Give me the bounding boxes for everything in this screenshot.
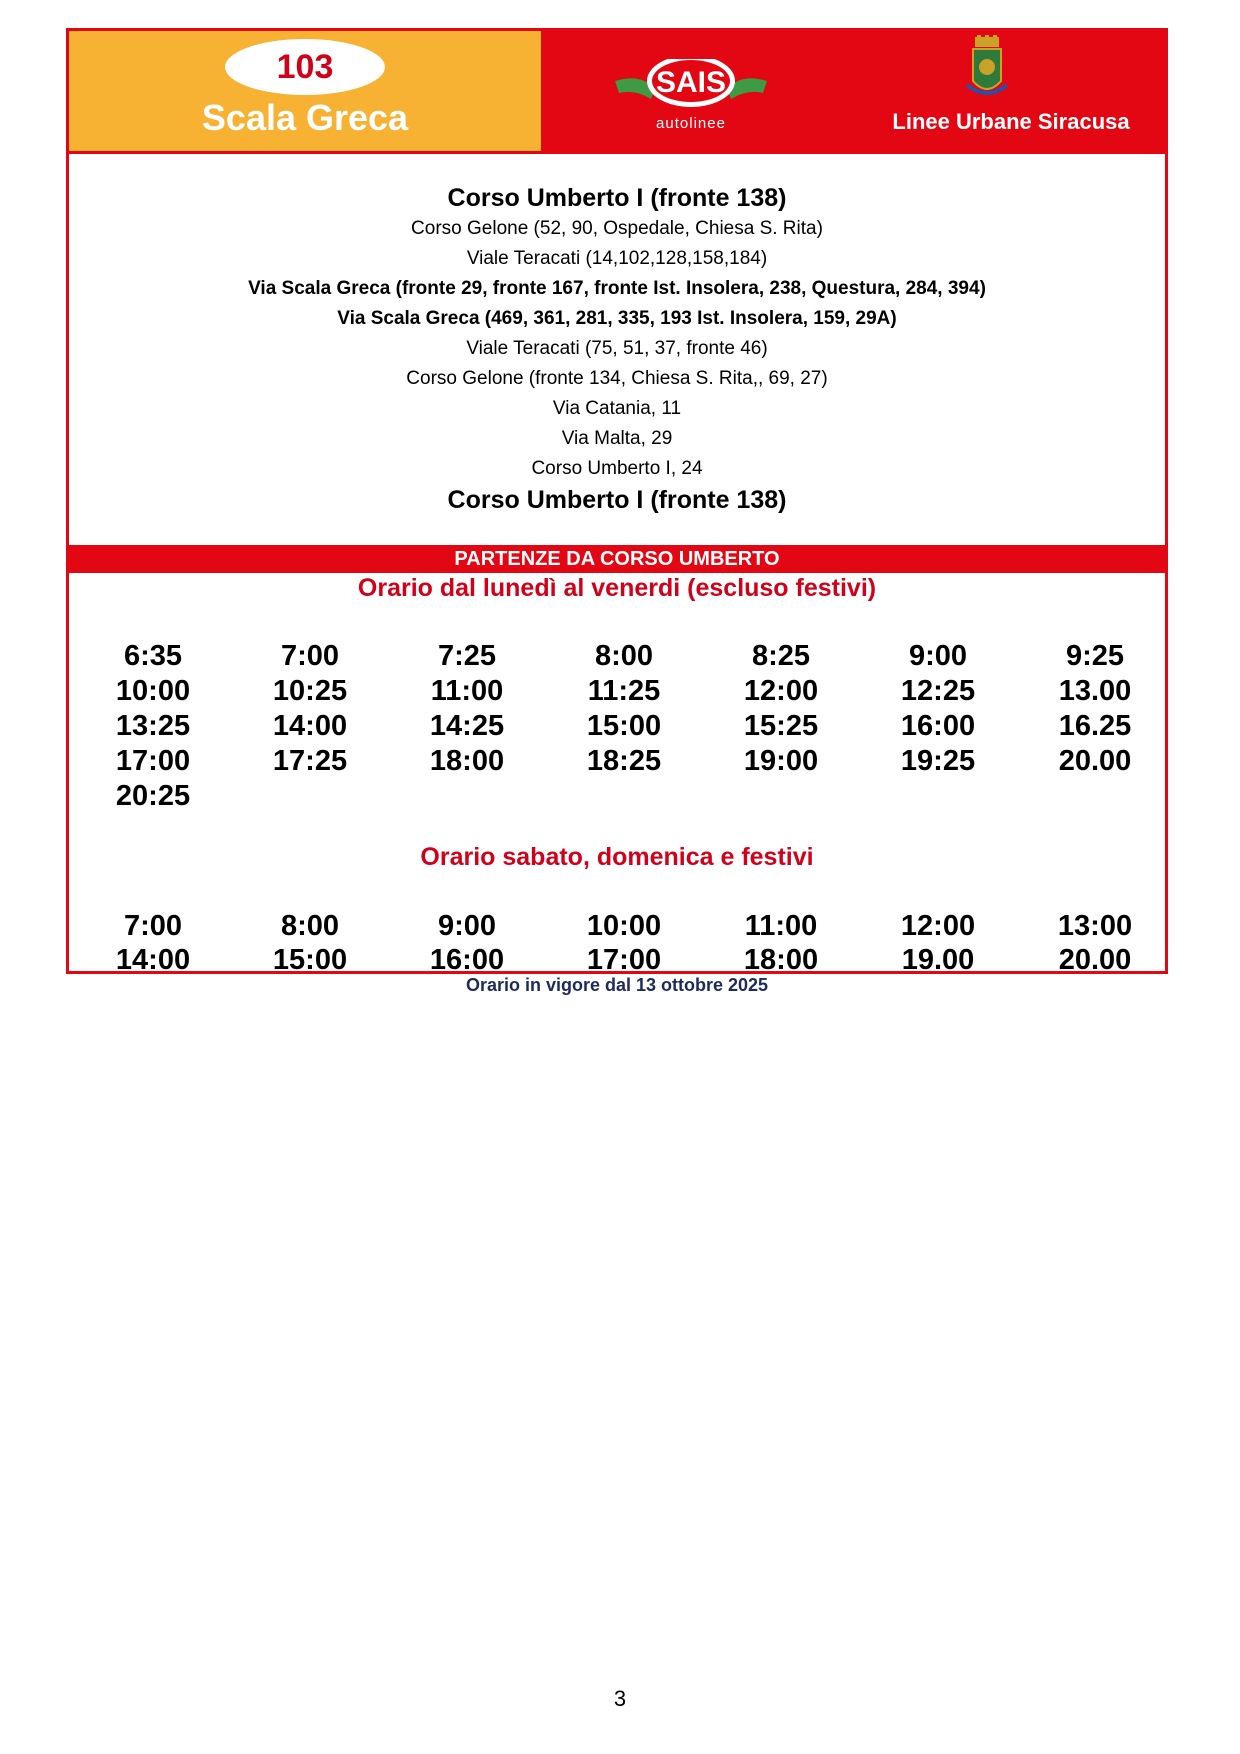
departure-time: 18:00 [743,944,819,976]
departure-time: 9:25 [1065,640,1125,672]
departure-time: 20.00 [1058,745,1132,777]
route-stop: Corso Gelone (fronte 134, Chiesa S. Rita,, 69, 27) [406,368,828,389]
route-stop: Via Malta, 29 [561,428,673,449]
route-list [69,154,1165,516]
route-stops [69,151,1165,573]
route-stop: Corso Umberto I, 24 [531,458,703,479]
departure-time: 19.00 [901,944,975,976]
departure-time: 10:00 [115,675,191,707]
departure-time: 18:25 [586,745,662,777]
departure-time: 13:25 [115,710,191,742]
departure-time: 20.00 [1058,944,1132,976]
departure-time: 10:25 [272,675,348,707]
departure-time: 16:00 [900,710,976,742]
route-stop: Via Catania, 11 [552,398,682,419]
departure-time: 8:25 [751,640,811,672]
route-stop: Via Scala Greca (fronte 29, fronte 167, fronte Ist. Insolera, 238, Questura, 284, 394) [248,278,986,299]
departure-time: 15:00 [586,710,662,742]
departure-time: 8:00 [594,640,654,672]
departure-time: 10:00 [586,910,662,942]
sais-logo-text: SAIS [655,66,727,99]
city-label: Linee Urbane Siracusa [892,109,1130,134]
departure-time: 18:00 [429,745,505,777]
departure-time: 17:00 [586,944,662,976]
departure-time: 16.25 [1058,710,1132,742]
route-stop: Viale Teracati (75, 51, 37, fronte 46) [466,338,768,359]
departure-time: 13.00 [1058,675,1132,707]
departure-time: 6:35 [123,640,183,672]
departure-time: 11:00 [430,675,504,707]
route-stop: Corso Umberto I (fronte 138) [447,486,787,514]
departure-time: 16:00 [429,944,505,976]
departure-time: 7:25 [437,640,497,672]
departure-time: 14:00 [272,710,348,742]
departure-time: 19:00 [743,745,819,777]
validity-note: Orario in vigore dal 13 ottobre 2025 [465,975,769,995]
route-stop: Corso Gelone (52, 90, Ospedale, Chiesa S. Rita) [411,218,823,239]
header [69,31,1165,151]
departure-time: 19:25 [900,745,976,777]
departures-title: PARTENZE DA CORSO UMBERTO [69,545,1165,573]
line-name: Scala Greca [201,97,409,138]
departure-time: 12:00 [900,910,976,942]
departure-time: 12:00 [743,675,819,707]
departure-time: 17:00 [115,745,191,777]
route-stop: Viale Teracati (14,102,128,158,184) [466,248,768,269]
departure-time: 14:00 [115,944,191,976]
departure-time: 13:00 [1057,910,1133,942]
departure-time: 7:00 [280,640,340,672]
departure-time: 12:25 [900,675,976,707]
operator-panel [541,31,1165,151]
timetable-frame [66,28,1168,974]
page-number: 3 [613,1686,627,1711]
departure-time: 9:00 [908,640,968,672]
departure-time: 15:00 [272,944,348,976]
departure-time: 8:00 [280,910,340,942]
departure-time: 11:00 [744,910,818,942]
departure-time: 20:25 [115,780,191,812]
weekday-title: Orario dal lunedì al venerdi (escluso festivi) [357,574,877,602]
route-stop: Corso Umberto I (fronte 138) [447,184,787,212]
departure-time: 14:25 [429,710,505,742]
departure-time: 11:25 [587,675,661,707]
city-crest-icon [965,35,1009,105]
operator-subtitle: autolinee [656,115,726,132]
departure-time: 9:00 [437,910,497,942]
line-number: 103 [225,39,385,95]
departure-time: 17:25 [272,745,348,777]
departure-time: 15:25 [743,710,819,742]
holiday-title: Orario sabato, domenica e festivi [420,843,814,871]
line-badge-panel [69,31,541,151]
departure-time: 7:00 [123,910,183,942]
route-stop: Via Scala Greca (469, 361, 281, 335, 193 Ist. Insolera, 159, 29A) [337,308,897,329]
